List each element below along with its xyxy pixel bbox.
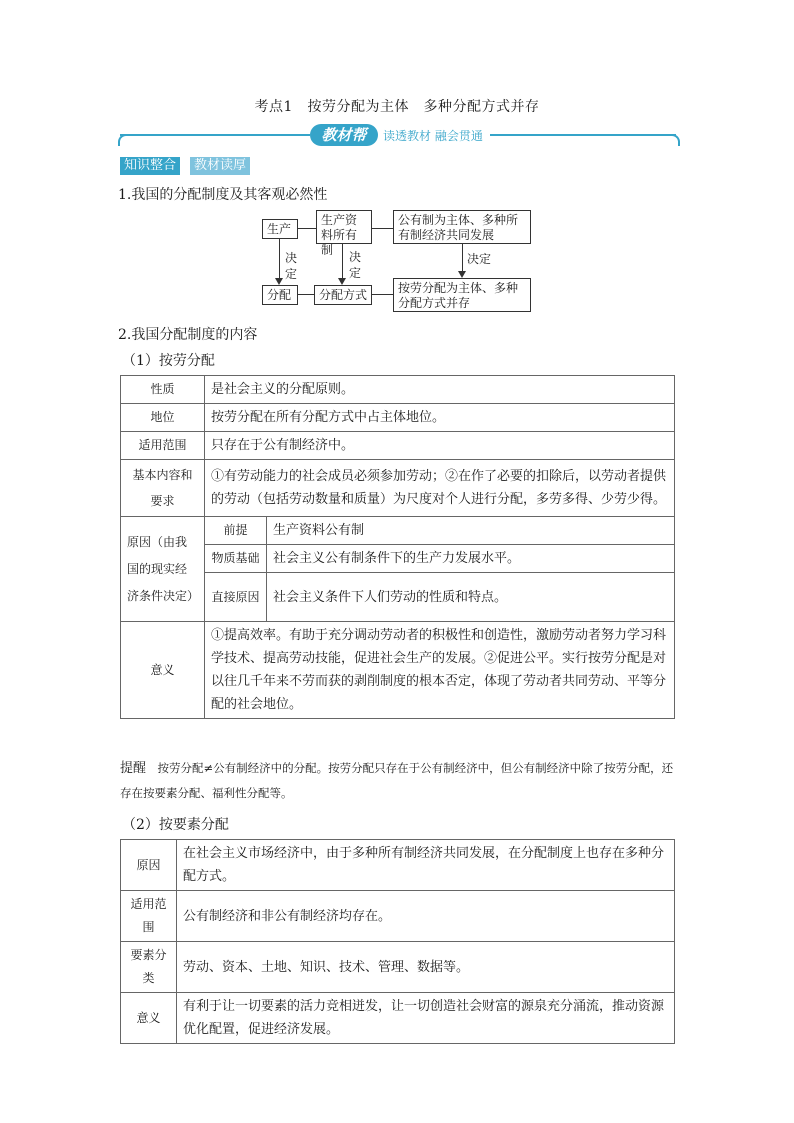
label-factor-reason: 原因 bbox=[121, 840, 177, 891]
value-status: 按劳分配在所有分配方式中占主体地位。 bbox=[205, 404, 675, 432]
decides-label-2: 决 定 bbox=[348, 250, 361, 280]
label-reason: 原因（由我国的现实经济条件决定） bbox=[121, 517, 205, 622]
banner-line-left bbox=[120, 134, 310, 136]
value-scope: 只存在于公有制经济中。 bbox=[205, 432, 675, 460]
connector-h2 bbox=[372, 228, 393, 229]
arrow-head-2 bbox=[338, 278, 346, 285]
table-row bbox=[121, 432, 675, 460]
value-meaning: ①提高效率。有助于充分调动劳动者的积极性和创造性，激励劳动者努力学习科学技术、提高劳动技能，促进社会生产的发展。②促进公平。实行按劳分配是对以往几千年来不劳而获的剥削制度的根本否定，体现了劳动者共同劳动、平等分配的社会地位。 bbox=[205, 622, 675, 719]
heading-2: 2.我国分配制度的内容 bbox=[118, 327, 258, 343]
label-direct: 直接原因 bbox=[205, 573, 267, 622]
value-factor-reason: 在社会主义市场经济中，由于多种所有制经济共同发展，在分配制度上也存在多种分配方式。 bbox=[177, 840, 675, 891]
node-ownership: 生产资料所有制 bbox=[316, 210, 372, 244]
node-production: 生产 bbox=[262, 219, 298, 239]
label-basic: 基本内容和要求 bbox=[121, 460, 205, 517]
banner-cap-right bbox=[670, 134, 680, 146]
arrow-line-1 bbox=[279, 239, 280, 279]
label-premise: 前提 bbox=[205, 517, 267, 545]
value-nature: 是社会主义的分配原则。 bbox=[205, 376, 675, 404]
tag-knowledge: 知识整合 bbox=[120, 157, 180, 175]
value-premise: 生产资料公有制 bbox=[267, 517, 675, 545]
textbook-badge: 教材帮 bbox=[310, 124, 378, 146]
value-basic: ①有劳动能力的社会成员必须参加劳动；②在作了必要的扣除后，以劳动者提供的劳动（包括劳动数量和质量）为尺度对个人进行分配，多劳多得、少劳少得。 bbox=[205, 460, 675, 517]
value-factor-elements: 劳动、资本、土地、知识、技术、管理、数据等。 bbox=[177, 942, 675, 993]
arrow-line-2 bbox=[342, 244, 343, 279]
label-factor-scope: 适用范围 bbox=[121, 891, 177, 942]
table-row bbox=[121, 517, 675, 545]
table-row bbox=[121, 404, 675, 432]
decides-label-3: 决定 bbox=[467, 252, 492, 266]
subheading-labor: （1）按劳分配 bbox=[122, 353, 215, 369]
reminder-text: 按劳分配≠公有制经济中的分配。按劳分配只存在于公有制经济中，但公有制经济中除了按劳分配，还存在按要素分配、福利性分配等。 bbox=[120, 761, 674, 800]
table-row bbox=[121, 891, 675, 942]
value-direct: 社会主义条件下人们劳动的性质和特点。 bbox=[267, 573, 675, 622]
reminder-label: 提醒 bbox=[120, 761, 147, 776]
labor-distribution-table bbox=[120, 375, 675, 719]
table-row bbox=[121, 993, 675, 1044]
label-meaning: 意义 bbox=[121, 622, 205, 719]
label-factor-meaning: 意义 bbox=[121, 993, 177, 1044]
value-material: 社会主义公有制条件下的生产力发展水平。 bbox=[267, 545, 675, 573]
factor-distribution-table bbox=[120, 839, 675, 1044]
section-title: 考点1 按劳分配为主体 多种分配方式并存 bbox=[254, 99, 540, 115]
node-labor-system: 按劳分配为主体、多种分配方式并存 bbox=[393, 278, 531, 312]
table-row bbox=[121, 573, 675, 622]
label-factor-elements: 要素分类 bbox=[121, 942, 177, 993]
subheading-factor: （2）按要素分配 bbox=[122, 817, 229, 833]
node-distribution-mode: 分配方式 bbox=[314, 285, 372, 305]
table-row bbox=[121, 460, 675, 517]
decides-label-1: 决 定 bbox=[284, 251, 297, 281]
label-status: 地位 bbox=[121, 404, 205, 432]
node-public-system: 公有制为主体、多种所有制经济共同发展 bbox=[393, 210, 531, 244]
arrow-head-1 bbox=[275, 278, 283, 285]
table-row bbox=[121, 622, 675, 719]
arrow-line-3 bbox=[462, 244, 463, 272]
label-material: 物质基础 bbox=[205, 545, 267, 573]
tag-textbook: 教材读厚 bbox=[190, 157, 250, 175]
value-factor-meaning: 有利于让一切要素的活力竞相迸发，让一切创造社会财富的源泉充分涌流，推动资源优化配置，促进经济发展。 bbox=[177, 993, 675, 1044]
node-distribution: 分配 bbox=[262, 285, 298, 305]
connector-h3 bbox=[298, 294, 314, 295]
value-factor-scope: 公有制经济和非公有制经济均存在。 bbox=[177, 891, 675, 942]
table-row bbox=[121, 376, 675, 404]
table-row bbox=[121, 545, 675, 573]
connector-h4 bbox=[372, 294, 393, 295]
arrow-head-3 bbox=[458, 271, 466, 278]
label-scope: 适用范围 bbox=[121, 432, 205, 460]
label-nature: 性质 bbox=[121, 376, 205, 404]
connector-h1 bbox=[298, 228, 316, 229]
banner-line-right bbox=[490, 134, 676, 136]
reminder-note bbox=[120, 756, 680, 805]
table-row bbox=[121, 840, 675, 891]
badge-subtitle: 读透教材 融会贯通 bbox=[383, 129, 483, 143]
heading-1: 1.我国的分配制度及其客观必然性 bbox=[118, 187, 328, 203]
table-row bbox=[121, 942, 675, 993]
